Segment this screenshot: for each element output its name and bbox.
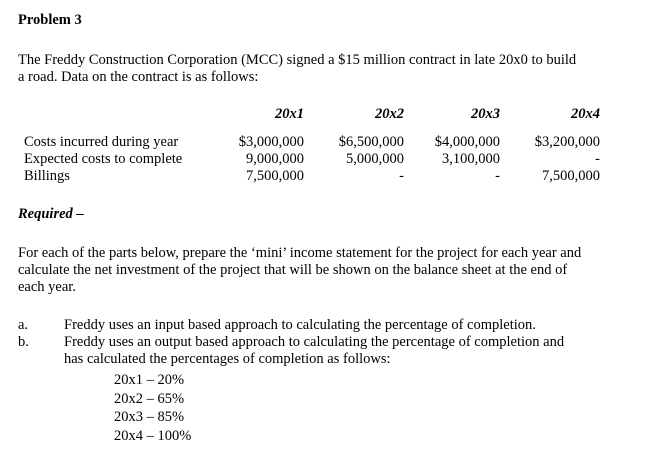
column-header-20x3: 20x3: [471, 106, 500, 122]
column-header-20x4: 20x4: [571, 106, 600, 122]
required-heading: Required –: [18, 206, 84, 222]
cell-costs-incurred-20x3: $4,000,000: [434, 134, 500, 150]
cell-expected-costs-20x2: 5,000,000: [346, 151, 404, 167]
percentage-20x3: 20x3 – 85%: [114, 409, 185, 425]
part-a-text: Freddy uses an input based approach to calculating the percentage of completion.: [64, 317, 536, 333]
cell-costs-incurred-20x4: $3,200,000: [534, 134, 600, 150]
instructions-line-1: For each of the parts below, prepare the ‘mini’ income statement for the project for each year and: [18, 245, 582, 261]
part-a-letter: a.: [18, 317, 29, 333]
part-b-letter: b.: [18, 334, 29, 350]
cell-expected-costs-20x3: 3,100,000: [442, 151, 500, 167]
instructions-line-2: calculate the net investment of the project that will be shown on the balance sheet at the end of: [18, 262, 568, 278]
column-header-20x1: 20x1: [275, 106, 304, 122]
percentage-20x2: 20x2 – 65%: [114, 391, 185, 407]
cell-billings-20x1: 7,500,000: [246, 168, 304, 184]
column-header-20x2: 20x2: [375, 106, 404, 122]
cell-costs-incurred-20x2: $6,500,000: [338, 134, 404, 150]
percentage-20x4: 20x4 – 100%: [114, 428, 192, 444]
intro-line-1: The Freddy Construction Corporation (MCC) signed a $15 million contract in late 20x0 to build: [18, 52, 577, 68]
instructions-line-3: each year.: [18, 279, 76, 295]
problem-title: Problem 3: [18, 12, 82, 28]
cell-billings-20x4: 7,500,000: [542, 168, 600, 184]
row-label-expected-costs: Expected costs to complete: [24, 151, 183, 167]
part-b-line-1: Freddy uses an output based approach to calculating the percentage of completion and: [64, 334, 565, 350]
intro-line-2: a road. Data on the contract is as follows:: [18, 69, 259, 85]
row-label-costs-incurred: Costs incurred during year: [24, 134, 179, 150]
cell-costs-incurred-20x1: $3,000,000: [238, 134, 304, 150]
cell-expected-costs-20x1: 9,000,000: [246, 151, 304, 167]
row-label-billings: Billings: [24, 168, 70, 184]
cell-billings-20x3: -: [495, 168, 500, 184]
cell-expected-costs-20x4: -: [595, 151, 600, 167]
cell-billings-20x2: -: [399, 168, 404, 184]
percentage-20x1: 20x1 – 20%: [114, 372, 185, 388]
part-b-line-2: has calculated the percentages of completion as follows:: [64, 351, 391, 367]
